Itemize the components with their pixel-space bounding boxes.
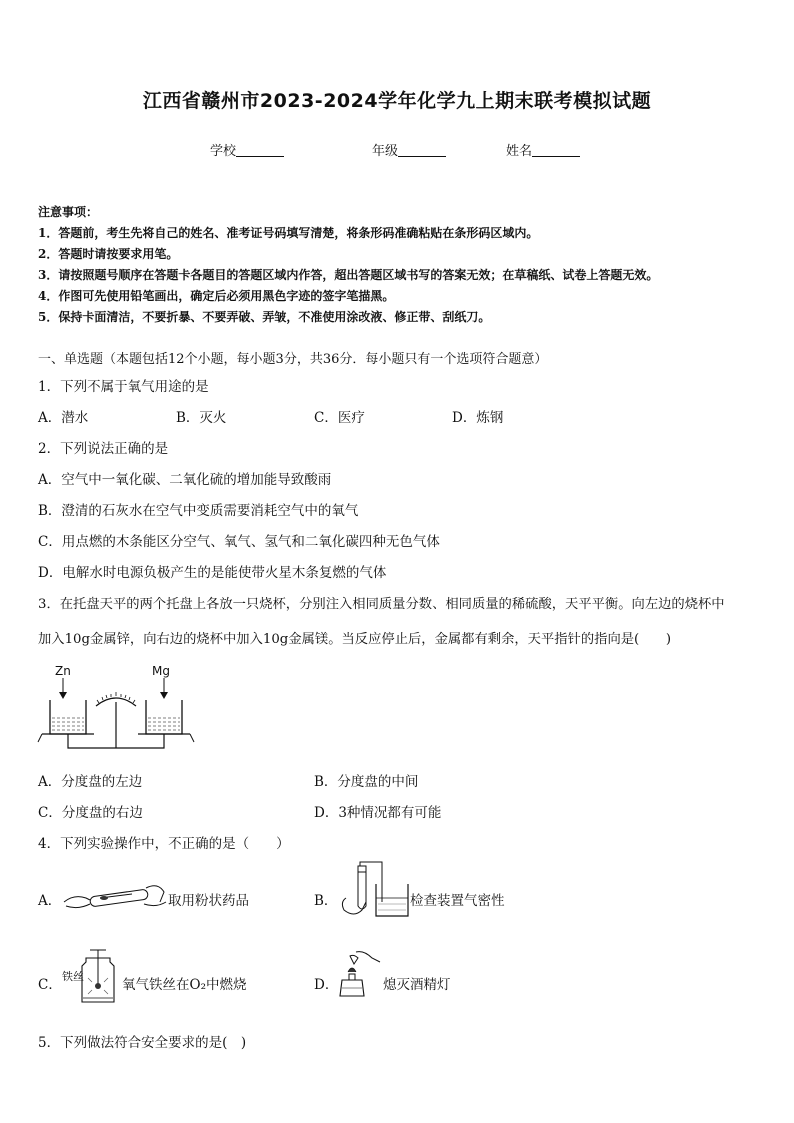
- q2-option-a: A．空气中一氧化碳、二氧化硫的增加能导致酸雨: [38, 472, 332, 488]
- question-1-stem: 1．下列不属于氧气用途的是: [38, 379, 209, 395]
- q4-option-c-text: 氧气铁丝在O₂中燃烧: [122, 977, 247, 993]
- school-label: 学校: [210, 144, 237, 159]
- q1-option-b: B．灭火: [176, 410, 227, 426]
- zn-label: Zn: [55, 664, 71, 678]
- q1-option-d: D．炼钢: [452, 410, 504, 426]
- notice-heading: 注意事项：: [38, 205, 99, 219]
- q2-option-b: B．澄清的石灰水在空气中变质需要消耗空气中的氧气: [38, 503, 359, 519]
- name-blank: [532, 142, 580, 157]
- notice-item: 1．答题前，考生先将自己的姓名、准考证号码填写清楚，将条形码准确粘贴在条形码区域内。: [38, 226, 539, 240]
- notice-item: 4．作图可先使用铅笔画出，确定后必须用黑色字迹的签字笔描黑。: [38, 289, 395, 303]
- q2-option-d: D．电解水时电源负极产生的是能使带火星木条复燃的气体: [38, 565, 387, 581]
- mg-label: Mg: [152, 664, 170, 678]
- q3-option-a: A．分度盘的左边: [38, 774, 143, 790]
- page-title: 江西省赣州市2023-2024学年化学九上期末联考模拟试题: [142, 90, 652, 112]
- alcohol-lamp-figure: [336, 950, 382, 1000]
- balance-figure: [36, 676, 216, 756]
- grade-label: 年级: [372, 144, 399, 159]
- question-4-stem: 4．下列实验操作中，不正确的是（ ）: [38, 836, 290, 852]
- question-2-stem: 2．下列说法正确的是: [38, 441, 169, 457]
- q4-option-c-letter: C．: [38, 977, 62, 993]
- name-field: [506, 140, 580, 159]
- section-heading: 一、单选题（本题包括12个小题，每小题3分，共36分．每小题只有一个选项符合题意）: [38, 352, 548, 367]
- notice-item: 5．保持卡面清洁，不要折暴、不要弄破、弄皱，不准使用涂改液、修正带、刮纸刀。: [38, 310, 491, 324]
- q4-option-b-text: 检查装置气密性: [410, 893, 505, 909]
- iron-wire-label: 铁丝: [62, 970, 84, 983]
- test-tube-powder-figure: [60, 876, 170, 916]
- question-3-stem-line1: 3．在托盘天平的两个托盘上各放一只烧杯，分别注入相同质量分数、相同质量的稀硫酸，天平平衡。向左边的烧杯中: [38, 597, 725, 612]
- notice-item: 3．请按照题号顺序在答题卡各题目的答题区域内作答，超出答题区域书写的答案无效；在草稿纸、试卷上答题无效。: [38, 268, 659, 282]
- iron-wire-combustion-figure: [80, 950, 122, 1006]
- grade-field: [372, 140, 446, 159]
- q3-option-d: D．3种情况都有可能: [314, 805, 442, 821]
- school-field: [210, 140, 284, 159]
- q4-option-d-letter: D．: [314, 977, 339, 993]
- q4-option-b-letter: B．: [314, 893, 338, 909]
- q4-option-a-letter: A．: [38, 893, 62, 909]
- question-5-stem: 5．下列做法符合安全要求的是( ): [38, 1035, 247, 1051]
- q1-option-c: C．医疗: [314, 410, 365, 426]
- grade-blank: [398, 142, 446, 157]
- q4-option-d-text: 熄灭酒精灯: [383, 977, 451, 993]
- q2-option-c: C．用点燃的木条能区分空气、氧气、氢气和二氧化碳四种无色气体: [38, 534, 440, 550]
- airtightness-figure: [336, 862, 412, 922]
- q1-option-a: A．潜水: [38, 410, 89, 426]
- q3-option-c: C．分度盘的右边: [38, 805, 143, 821]
- name-label: 姓名: [506, 144, 533, 159]
- q4-option-a-text: 取用粉状药品: [168, 893, 249, 909]
- question-3-stem-line2: 加入10g金属锌，向右边的烧杯中加入10g金属镁。当反应停止后，金属都有剩余，天平指针的指向是( ): [38, 632, 672, 647]
- school-blank: [236, 142, 284, 157]
- q3-option-b: B．分度盘的中间: [314, 774, 419, 790]
- notice-item: 2．答题时请按要求用笔。: [38, 247, 179, 261]
